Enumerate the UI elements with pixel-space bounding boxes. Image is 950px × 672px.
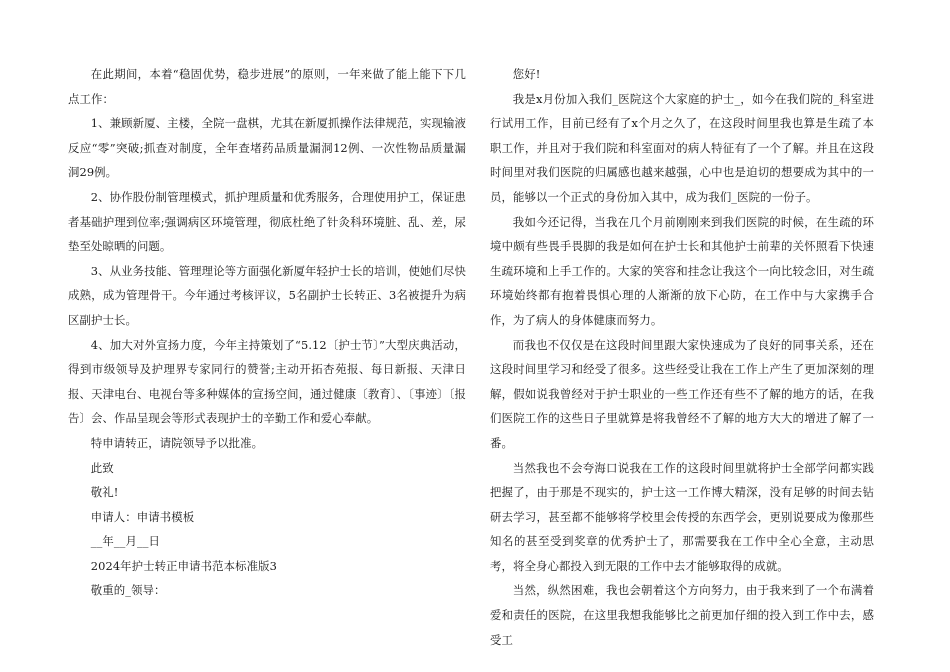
work-item-3: 3、从业务技能、管理理论等方面强化新厦年轻护士长的培训，使她们尽快成熟，成为管理骨干。今年通过考核评议，5名副护士长转正、3名被提升为病区副护士长。 [68, 263, 466, 327]
closing-cizhi: 此致 [90, 460, 114, 475]
work-item-1: 1、兼顾新厦、主楼，全院一盘棋，尤其在新厦抓操作法律规范，实现输液反应“零”突破;抓查对制度，全年查堵药品质量漏洞12例、一次性物品质量漏洞29例。 [68, 116, 466, 180]
closing-jingli: 敬礼! [90, 485, 119, 500]
section-title: 2024年护士转正申请书范本标准版3 [90, 558, 277, 573]
body-paragraph-1: 我是x月份加入我们_医院这个大家庭的护士_，如今在我们院的_科室进行试用工作，目前已经有了x个月之久了，在这段时间里我也算是生疏了本职工作，并且对于我们院和科室面对的病人特征有了一个了解。并且在这段时间里对我们医院的归属感也越来越强，心中也是迫切的想要成为其中的一员，能够以一个正式的身份加入其中，成为我们_医院的一份子。 [490, 91, 874, 204]
body-paragraph-3: 而我也不仅仅是在这段时间里跟大家快速成为了良好的同事关系，还在这段时间里学习和经受了很多。这些经受让我在工作上产生了更加深刻的理解，假如说我曾经对于护士职业的一些工作还有些不了解的地方的话，在我们医院工作的这些日子里就算是将我曾经不了解的地方大大的增进了解了一番。 [490, 337, 874, 450]
work-item-2: 2、协作股份制管理模式，抓护理质量和优秀服务，合理使用护工，保证患者基础护理到位率;强调病区环境管理，彻底杜绝了针灸科环境脏、乱、差，尿垫至处晾晒的问题。 [68, 189, 466, 254]
date-line: __年__月__日 [90, 534, 161, 549]
right-column [490, 62, 874, 652]
body-paragraph-5: 当然，纵然困难，我也会朝着这个方向努力，由于我来到了一个布满着爱和责任的医院，在这里我想我能够比之前更加仔细的投入到工作中去，感受工 [490, 583, 874, 647]
salutation: 敬重的_领导： [90, 583, 166, 598]
request-line: 特申请转正，请院领导予以批准。 [90, 435, 264, 450]
applicant-line: 申请人：申请书模板 [90, 509, 195, 524]
body-paragraph-2: 我如今还记得，当我在几个月前刚刚来到我们医院的时候，在生疏的环境中颇有些畏手畏脚的我是如何在护士长和其他护士前辈的关怀照看下快速生疏环境和上手工作的。大家的笑容和挂念让我这个一向比较念旧，对生疏环境始终都有抱着畏惧心理的人渐渐的放下心防，在工作中与大家携手合作，为了病人的身体健康而努力。 [490, 214, 874, 327]
body-paragraph-4: 当然我也不会夸海口说我在工作的这段时间里就将护士全部学问都实践把握了，由于那是不现实的，护士这一工作博大精深，没有足够的时间去钻研去学习，甚至都不能够将学校里会传授的东西学会，更别说要成为像那些知名的甚至受到奖章的优秀护士了，那需要我在工作中全心全意，主动思考，将全身心都投入到无限的工作中去才能够取得的成就。 [490, 460, 874, 573]
greeting: 您好! [512, 67, 541, 81]
work-item-4: 4、加大对外宣扬力度，今年主持策划了“5.12〔护士节〕”大型庆典活动，得到市级领导及护理界专家同行的赞誉;主动开拓杏苑报、每日新报、天津日报、天津电台、电视台等多种媒体的宣扬空间，通过健康〔教育〕、〔事迹〕〔报告〕会、作品呈现会等形式表现护士的辛勤工作和爱心奉献。 [68, 337, 466, 426]
intro-paragraph: 在此期间，本着“稳固优势，稳步进展”的原则，一年来做了能上能下下几点工作： [68, 67, 466, 106]
left-column [68, 62, 466, 603]
